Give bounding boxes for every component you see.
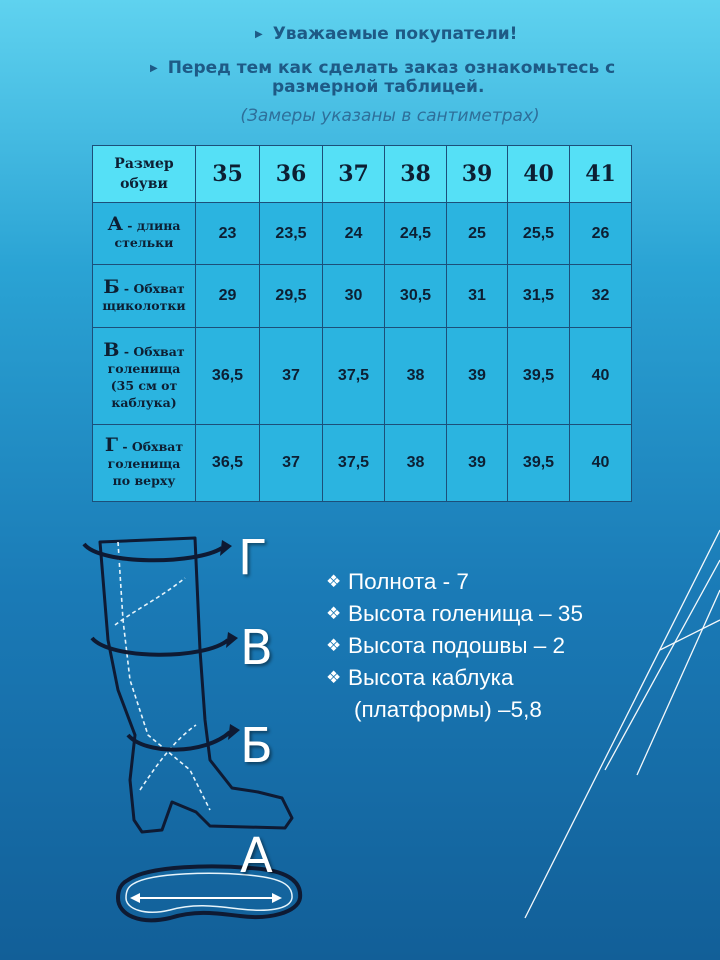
value-cell: 30,5 (385, 265, 447, 328)
instruction-text-1: Перед тем как сделать заказ ознакомьтесь с (167, 58, 616, 78)
label-b: Б (240, 718, 273, 774)
size-cell: 40 (508, 146, 570, 203)
label-g: Г (238, 530, 268, 586)
table-header-row (93, 146, 632, 203)
value-cell: 31,5 (508, 265, 570, 328)
row-label-v (93, 328, 196, 425)
triangle-bullet-icon: ▶ (150, 63, 158, 74)
table-row (93, 265, 632, 328)
row-label-text: каблука) (111, 394, 177, 410)
value-cell: 24 (323, 203, 385, 265)
row-letter: Б (103, 275, 120, 298)
spec-item (326, 566, 583, 598)
value-cell: 25 (447, 203, 508, 265)
value-cell: 40 (570, 425, 632, 502)
value-cell: 29 (196, 265, 260, 328)
greeting-text: Уважаемые покупатели! (272, 24, 518, 44)
spec-item (326, 630, 583, 662)
diamond-bullet-icon: ❖ (326, 604, 342, 623)
value-cell: 39 (447, 425, 508, 502)
label-v: В (240, 620, 273, 676)
spec-text: Высота голенища – 35 (348, 601, 583, 626)
instruction-line (150, 58, 615, 79)
value-cell: 23 (196, 203, 260, 265)
row-label-text: щиколотки (102, 297, 186, 313)
spec-item (326, 662, 583, 694)
row-label-text: стельки (114, 235, 174, 250)
row-label-text: - Обхват (118, 439, 184, 454)
diamond-bullet-icon: ❖ (326, 572, 342, 591)
size-header-cell (93, 146, 196, 203)
arrow-b-icon (128, 732, 230, 750)
row-label-text: голенища (107, 360, 181, 376)
instruction-text-2: размерной таблицей. (272, 77, 485, 97)
spec-item (326, 598, 583, 630)
row-label-text: (35 см от (110, 377, 178, 393)
row-label-a (93, 203, 196, 265)
value-cell: 38 (385, 328, 447, 425)
instruction-line-2 (272, 77, 484, 97)
row-letter: Г (104, 434, 118, 456)
size-table (92, 145, 632, 502)
greeting-line (255, 24, 517, 45)
arrow-v-icon (92, 638, 228, 655)
size-cell: 35 (196, 146, 260, 203)
size-cell: 37 (323, 146, 385, 203)
diamond-bullet-icon: ❖ (326, 636, 342, 655)
header-label-line2: обуви (120, 176, 168, 192)
arrow-heads (220, 540, 240, 740)
diamond-bullet-icon: ❖ (326, 668, 342, 687)
value-cell: 37,5 (323, 328, 385, 425)
header-label-line1: Размер (114, 156, 174, 172)
row-label-g (93, 425, 196, 502)
size-cell: 41 (570, 146, 632, 203)
value-cell: 38 (385, 425, 447, 502)
table-row (93, 203, 632, 265)
value-cell: 39,5 (508, 425, 570, 502)
value-cell: 37,5 (323, 425, 385, 502)
triangle-bullet-icon: ▶ (255, 29, 263, 40)
label-a: А (240, 828, 273, 884)
value-cell: 31 (447, 265, 508, 328)
value-cell: 25,5 (508, 203, 570, 265)
arrow-g-icon (84, 544, 222, 560)
row-label-text: - длина (122, 218, 181, 233)
value-cell: 40 (570, 328, 632, 425)
value-cell: 36,5 (196, 425, 260, 502)
spec-text: Высота каблука (348, 665, 514, 690)
specs-list (326, 566, 583, 726)
row-letter: В (103, 338, 120, 361)
row-label-b (93, 265, 196, 328)
value-cell: 30 (323, 265, 385, 328)
value-cell: 24,5 (385, 203, 447, 265)
units-note: (Замеры указаны в сантиметрах) (240, 106, 540, 126)
value-cell: 23,5 (260, 203, 323, 265)
row-letter: А (107, 213, 123, 235)
value-cell: 32 (570, 265, 632, 328)
spec-text: Высота подошвы – 2 (348, 633, 566, 658)
size-cell: 38 (385, 146, 447, 203)
table-row (93, 328, 632, 425)
value-cell: 29,5 (260, 265, 323, 328)
value-cell: 26 (570, 203, 632, 265)
row-label-text: - Обхват (119, 280, 185, 296)
value-cell: 36,5 (196, 328, 260, 425)
circumference-arrows (84, 544, 230, 750)
value-cell: 37 (260, 328, 323, 425)
row-label-text: - Обхват (119, 343, 185, 359)
row-label-text: по верху (112, 473, 176, 488)
row-label-text: голенища (107, 456, 181, 471)
size-cell: 36 (260, 146, 323, 203)
spec-item-continuation: (платформы) –5,8 (354, 697, 542, 722)
value-cell: 39,5 (508, 328, 570, 425)
size-cell: 39 (447, 146, 508, 203)
spec-text: Полнота - 7 (348, 569, 469, 594)
value-cell: 39 (447, 328, 508, 425)
value-cell: 37 (260, 425, 323, 502)
table-row (93, 425, 632, 502)
